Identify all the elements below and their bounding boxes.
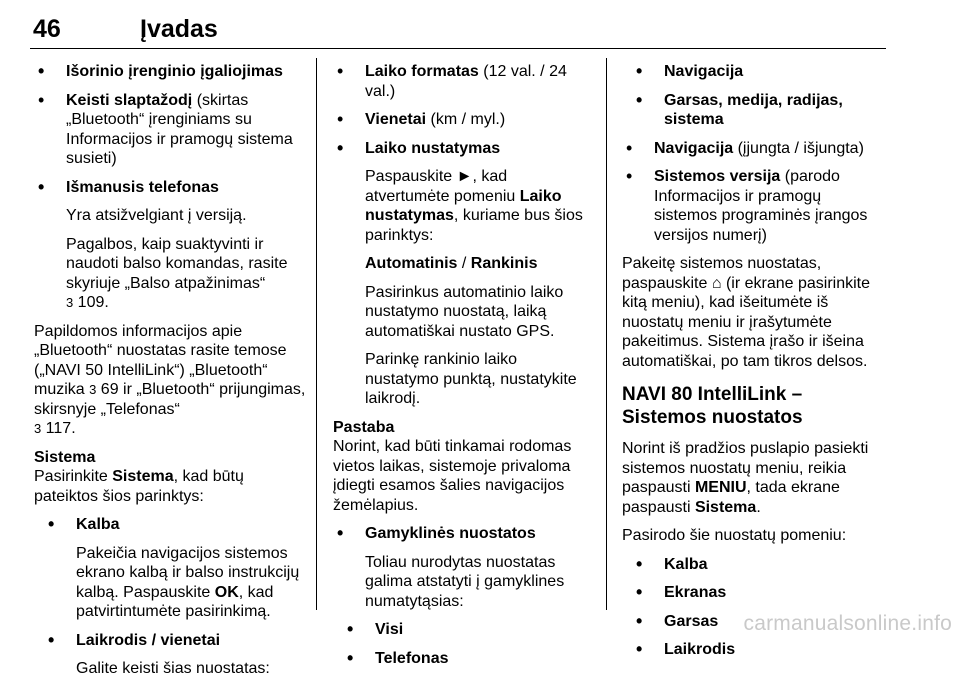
arrow-ref-icon: 3 [89,382,97,397]
bullet-navigation-toggle: • Navigacija (įjungta / išjungta) [622,139,888,159]
bullet-external-device: • Išorinio įrenginio įgaliojimas [34,62,306,82]
bullet-clock-units: • Laikrodis / vienetai [44,631,306,651]
bullet-units: • Vienetai (km / myl.) [333,110,591,130]
bullet-navigation: • Navigacija [632,62,888,82]
bullet-change-password: • Keisti slaptažodį (skirtas „Bluetooth“ įrenginiams su Informacijos ir pramogų sistema susieti) [34,91,306,169]
clock-units-text: Galite keisti šias nuostatas: [76,660,270,677]
bullet-phone: • Telefonas [343,649,591,669]
bluetooth-paragraph: Papildomos informacijos apie „Bluetooth“ nuostatas rasite temose („NAVI 50 IntelliLink“) „Bluetooth“ muzika 3 69 ir „Bluetooth“ prijungimas, skirsnyje „Telefonas“ 3 117. [34,322,306,437]
smartphone-text-2: Pagalbos, kaip suaktyvinti ir naudoti balso komandas, rasite skyriuje „Balso atpažinimas“ 3 109. [66,235,288,311]
system-heading: Sistema [34,448,96,466]
bullet-sound-media: • Garsas, medija, radijas, sistema [632,91,888,130]
column-divider-2 [606,58,607,610]
bullet-all: • Visi [343,620,591,640]
manual-text: Parinkę rankinio laiko nustatymo punktą, nustatykite laikrodį. [365,351,577,407]
time-setting-text: Paspauskite ►, kad atvertumėte pomeniu Laiko nustatymas, kuriame bus šios parinktys: [365,168,583,244]
bullet-clock: • Laikrodis [632,640,888,660]
bullet-system-version: • Sistemos versija (parodo Informacijos ir pramogų sistemos programinės įrangos versijos numerį) [622,167,888,245]
bullet-smartphone: • Išmanusis telefonas [34,178,306,198]
note-text: Norint, kad būti tinkamai rodomas vietos laikas, sistemoje privaloma įdiegti esamos šalies navigacijos žemėlapius. [333,438,572,514]
factory-settings-text: Toliau nurodytas nuostatas galima atstatyti į gamyklines numatytąsias: [365,553,565,610]
play-triangle-icon: ► [456,168,473,185]
bullet-time-setting: • Laiko nustatymas [333,139,591,159]
arrow-ref-icon: 3 [66,295,74,310]
arrow-ref-icon: 3 [34,421,42,436]
access-paragraph: Norint iš pradžios puslapio pasiekti sistemos nuostatų meniu, reikia paspausti MENIU, tada ekrane paspausti Sistema. [622,440,869,516]
save-paragraph: Pakeitę sistemos nuostatas, paspauskite ⌂ (ir ekrane pasirinkite kitą meniu), kad išeitumėte iš nuostatų meniu ir įrašytumėte pakeitimus. Sistema įrašo ir išeina automatiškai, po tam tikros delsos. [622,255,871,370]
home-icon: ⌂ [711,274,722,292]
bullet-language-2: • Kalba [632,555,888,575]
bullet-sound: • Garsas [632,612,888,632]
column-1 [34,62,306,688]
bullet-screen: • Ekranas [632,583,888,603]
auto-text: Pasirinkus automatinio laiko nustatymo nuostatą, laiką automatiškai nustato GPS. [365,283,564,340]
header-rule [30,48,886,49]
page-number: 46 [33,15,61,43]
bullet-language: • Kalba [44,515,306,535]
column-2 [333,62,591,677]
submenu-intro: Pasirodo šie nuostatų pomeniu: [622,527,847,544]
smartphone-text-1: Yra atsižvelgiant į versiją. [66,207,247,224]
system-paragraph: Pasirinkite Sistema, kad būtų pateiktos šios parinktys: [34,468,244,505]
page-title: Įvadas [140,15,218,43]
watermark: carmanualsonline.info [743,612,952,635]
page-header [30,6,886,48]
section-heading: NAVI 80 IntelliLink – Sistemos nuostatos [622,384,803,428]
bullet-time-format: • Laiko formatas (12 val. / 24 val.) [333,62,591,101]
column-3 [622,62,888,669]
language-text: Pakeičia navigacijos sistemos ekrano kalbą ir balso instrukcijų kalbą. Paspauskite OK, kad patvirtintumėte pasirinkimą. [76,544,300,620]
column-divider-1 [316,58,317,610]
note-heading: Pastaba [333,418,395,436]
bullet-factory-settings: • Gamyklinės nuostatos [333,524,591,544]
auto-manual-heading: Automatinis / Rankinis [365,255,538,272]
